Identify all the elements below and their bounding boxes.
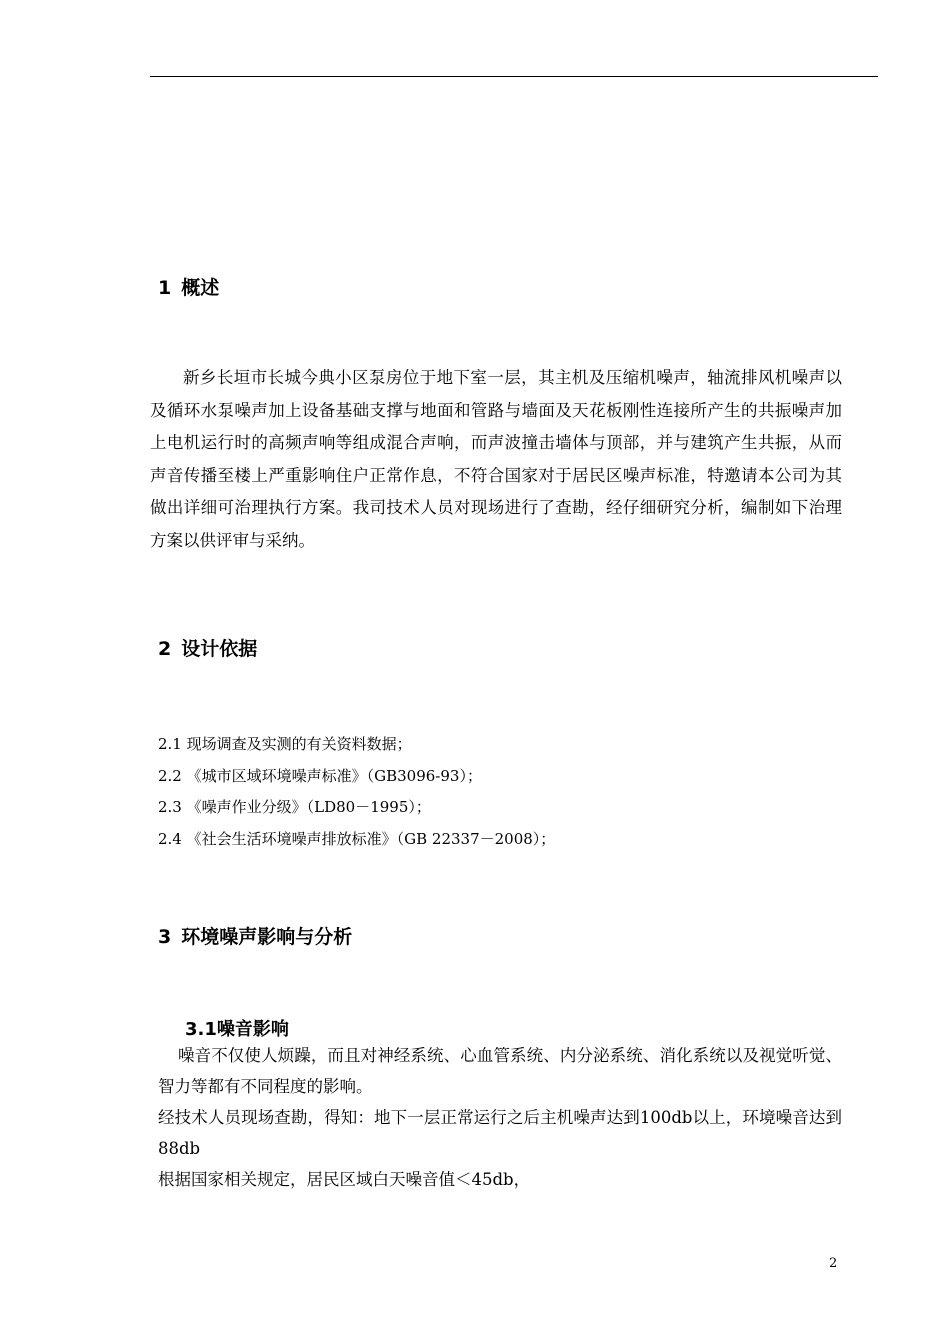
section-3-heading xyxy=(158,925,352,949)
section-1-heading xyxy=(158,276,219,300)
subsection-3-1-body xyxy=(158,1040,842,1195)
site-survey-paragraph: 经技术人员现场查勘，得知：地下一层正常运行之后主机噪声达到100db以上，环境噪音达到88db xyxy=(158,1108,842,1158)
subsection-3-1-heading: 3.1噪音影响 xyxy=(185,1019,289,1040)
section-1-paragraph: 新乡长垣市长城今典小区泵房位于地下室一层，其主机及压缩机噪声，轴流排风机噪声以及循环水泵噪声加上设备基础支撑与地面和管路与墙面及天花板刚性连接所产生的共振噪声加上电机运行时的高频声响等组成混合声响，而声波撞击墙体与顶部，并与建筑产生共振，从而声音传播至楼上严重影响住户正常作息，不符合国家对于居民区噪声标准，特邀请本公司为其做出详细可治理执行方案。我司技术人员对现场进行了查勘，经仔细研究分析，编制如下治理方案以供评审与采纳。 xyxy=(150,368,842,550)
design-basis-list xyxy=(158,729,555,855)
list-item: 2.2 《城市区域环境噪声标准》（GB3096-93）； xyxy=(158,766,482,785)
section-2-title: 设计依据 xyxy=(181,638,258,660)
header-rule xyxy=(150,76,878,77)
section-1-title: 概述 xyxy=(181,277,220,299)
list-item: 2.1 现场调查及实测的有关资料数据； xyxy=(158,735,412,753)
section-3-title: 环境噪声影响与分析 xyxy=(181,926,353,948)
section-2-number: 2 xyxy=(158,638,172,660)
list-item: 2.3 《噪声作业分级》（LD80－1995）； xyxy=(158,798,431,816)
section-2-heading xyxy=(158,637,257,661)
section-3-number: 3 xyxy=(158,926,172,948)
list-item: 2.4 《社会生活环境噪声排放标准》（GB 22337－2008）； xyxy=(158,829,556,848)
noise-impact-paragraph: 噪音不仅使人烦躁，而且对神经系统、心血管系统、内分泌系统、消化系统以及视觉听觉、智力等都有不同程度的影响。 xyxy=(158,1046,842,1096)
section-1-number: 1 xyxy=(158,277,172,299)
regulation-paragraph: 根据国家相关规定，居民区域白天噪音值＜45db， xyxy=(158,1170,531,1189)
page-number: 2 xyxy=(829,1256,838,1271)
